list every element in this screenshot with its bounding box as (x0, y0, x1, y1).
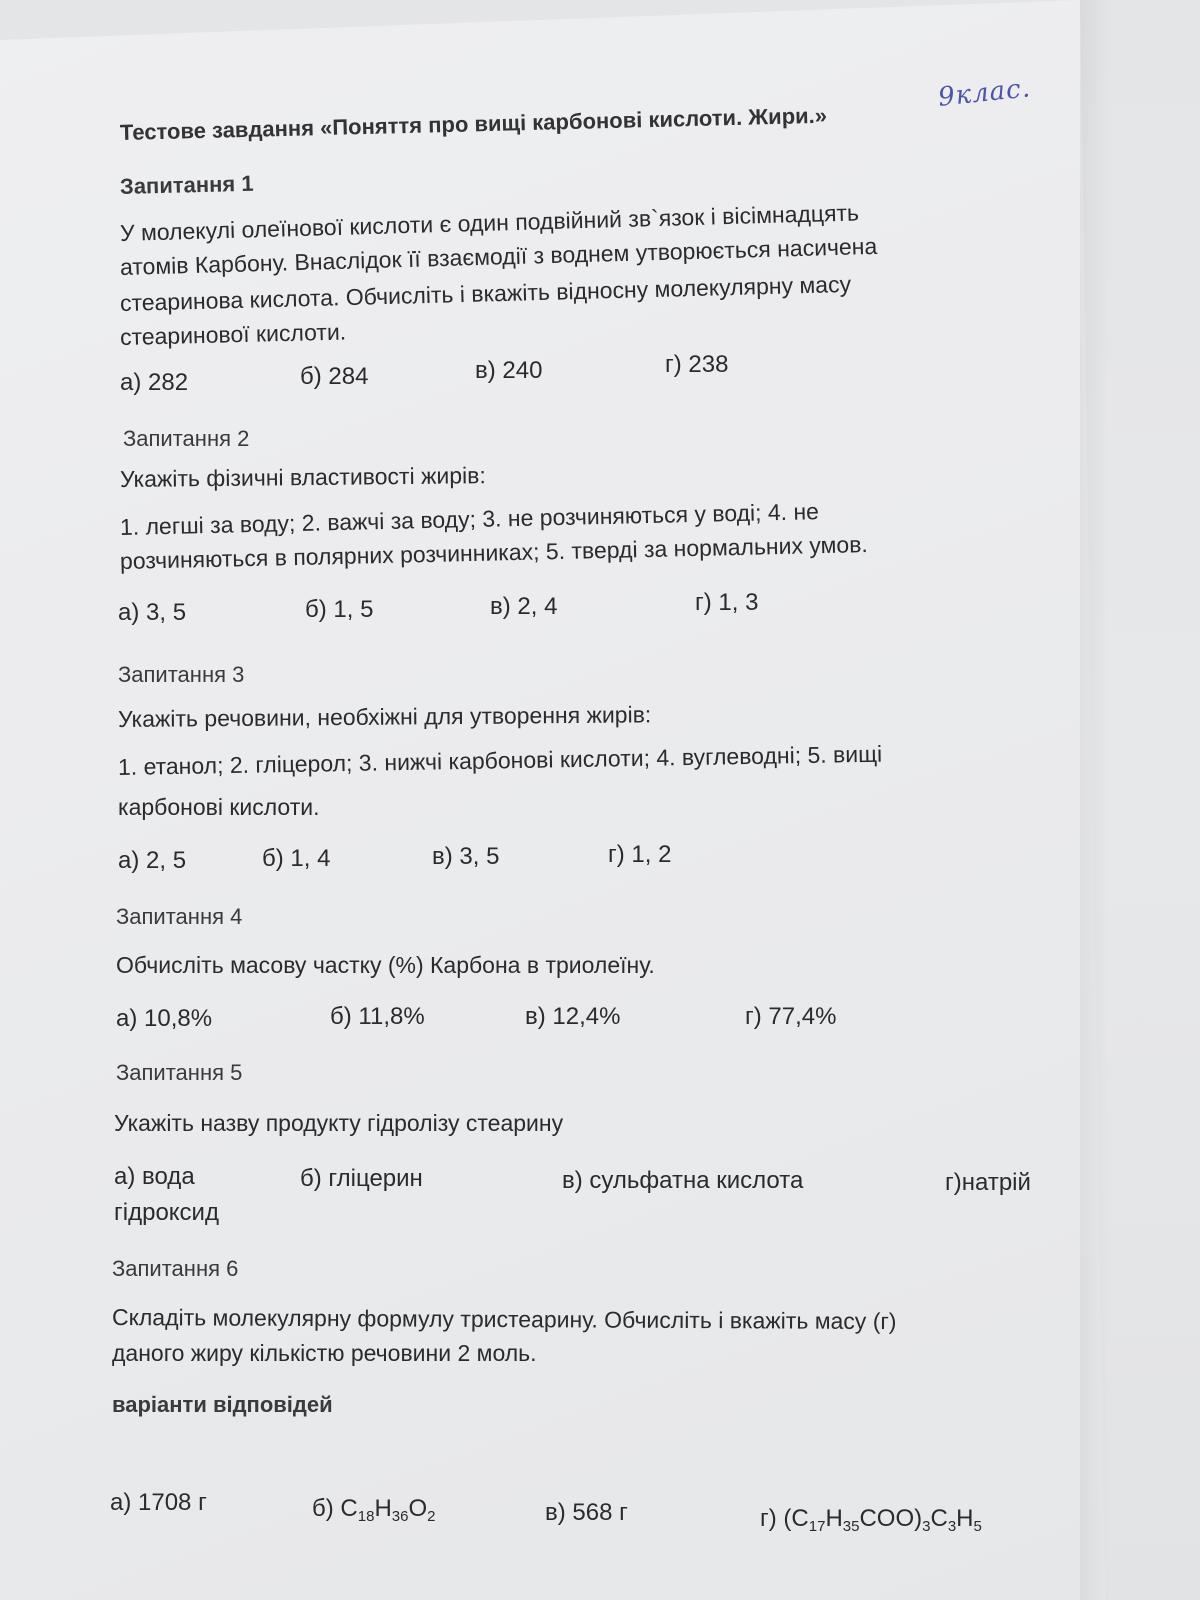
question-1-option-a: а) 282 (120, 369, 189, 396)
question-5-prompt: Укажіть назву продукту гідролізу стеарину (114, 1110, 564, 1136)
question-2-option-d: г) 1, 3 (695, 589, 759, 616)
formula-b-mid-2: O (408, 1495, 428, 1522)
document-title: Тестове завдання «Поняття про вищі карбонові кислоти. Жири.» (119, 102, 828, 145)
question-1-option-b: б) 284 (300, 363, 369, 390)
question-1-text-line-1: У молекулі олеїнової кислоти є один подвійний зв`язок і вісімнадцять (119, 199, 860, 246)
question-3-option-a: а) 2, 5 (118, 847, 187, 874)
formula-d-sub-4: 3 (947, 1518, 957, 1535)
formula-d-mid-3: C (930, 1505, 948, 1532)
question-5-option-c: в) сульфатна кислота (562, 1167, 804, 1194)
question-3-option-c: в) 3, 5 (432, 843, 500, 870)
question-6-heading: Запитання 6 (112, 1256, 239, 1281)
question-2-option-b: б) 1, 5 (305, 596, 374, 623)
question-3-heading: Запитання 3 (118, 662, 245, 687)
question-3-text-line-2: карбонові кислоти. (118, 794, 320, 820)
handwritten-grade-note: 9клас. (936, 73, 1033, 113)
question-6-option-d (760, 1504, 982, 1534)
question-4-option-b: б) 11,8% (330, 1003, 425, 1030)
question-2-prompt: Укажіть фізичні властивості жирів: (119, 462, 486, 492)
question-1-text-line-3: стеаринова кислота. Обчисліть і вкажіть відносну молекулярну масу (119, 270, 852, 316)
formula-d-sub-5: 5 (973, 1518, 982, 1535)
formula-d-mid-2: COO) (859, 1505, 923, 1532)
formula-d-sub-1: 17 (808, 1518, 826, 1535)
question-6-answers-label: варіанти відповідей (112, 1392, 333, 1417)
formula-d-sub-2: 35 (842, 1518, 860, 1535)
question-2-option-a: а) 3, 5 (118, 599, 187, 626)
formula-d-sub-3: 3 (922, 1518, 931, 1535)
question-5-option-b: б) гліцерин (300, 1165, 423, 1192)
question-1-option-d: г) 238 (665, 351, 729, 378)
question-6-option-a: а) 1708 г (110, 1489, 207, 1516)
question-6-text-line-2: даного жиру кількістю речовини 2 моль. (112, 1340, 537, 1366)
question-6-option-b (312, 1494, 435, 1524)
question-6-text-line-1: Складіть молекулярну формулу тристеарину. Обчисліть і вкажіть масу (г) (111, 1304, 897, 1335)
question-5-option-a-continuation: гідроксид (114, 1199, 219, 1226)
question-4-option-c: в) 12,4% (525, 1003, 621, 1030)
question-1-option-c: в) 240 (475, 357, 543, 384)
question-4-prompt: Обчисліть масову частку (%) Карбона в триолеїну. (116, 952, 655, 978)
question-3-prompt: Укажіть речовини, необхіжні для утворення жирів: (117, 701, 652, 732)
question-1-heading: Запитання 1 (119, 170, 254, 199)
formula-b-sub-1: 18 (357, 1508, 375, 1525)
question-3-text-line-1: 1. етанол; 2. гліцерол; 3. нижчі карбонові кислоти; 4. вуглеводні; 5. вищі (117, 740, 883, 780)
question-5-option-d: г)натрій (945, 1169, 1031, 1196)
question-4-heading: Запитання 4 (116, 904, 243, 929)
question-3-option-b: б) 1, 4 (262, 845, 331, 872)
formula-d-mid-1: H (825, 1505, 843, 1532)
question-2-text-line-2: розчиняються в полярних розчинниках; 5. тверді за нормальних умов. (119, 531, 869, 574)
formula-d-mid-4: H (956, 1505, 974, 1532)
question-1-text-line-4: стеаринової кислоти. (119, 318, 347, 350)
question-4-option-a: а) 10,8% (116, 1005, 213, 1032)
formula-b-mid-1: H (374, 1495, 392, 1522)
formula-b-prefix: б) C (312, 1495, 358, 1522)
formula-d-prefix: г) (C (760, 1505, 809, 1532)
question-6-option-c: в) 568 г (545, 1499, 628, 1526)
question-1-text-line-2: атомів Карбону. Внаслідок її взаємодії з воднем утворюється насичена (119, 232, 878, 280)
formula-b-sub-2: 36 (391, 1508, 409, 1525)
question-2-option-c: в) 2, 4 (490, 593, 558, 620)
question-4-option-d: г) 77,4% (745, 1003, 837, 1030)
formula-b-sub-3: 2 (427, 1508, 436, 1525)
question-2-text-line-1: 1. легші за воду; 2. важчі за воду; 3. не розчиняються у воді; 4. не (119, 498, 820, 540)
question-2-heading: Запитання 2 (123, 426, 250, 451)
question-5-heading: Запитання 5 (116, 1060, 243, 1085)
question-3-option-d: г) 1, 2 (608, 841, 672, 868)
question-5-option-a: а) вода (114, 1163, 195, 1190)
